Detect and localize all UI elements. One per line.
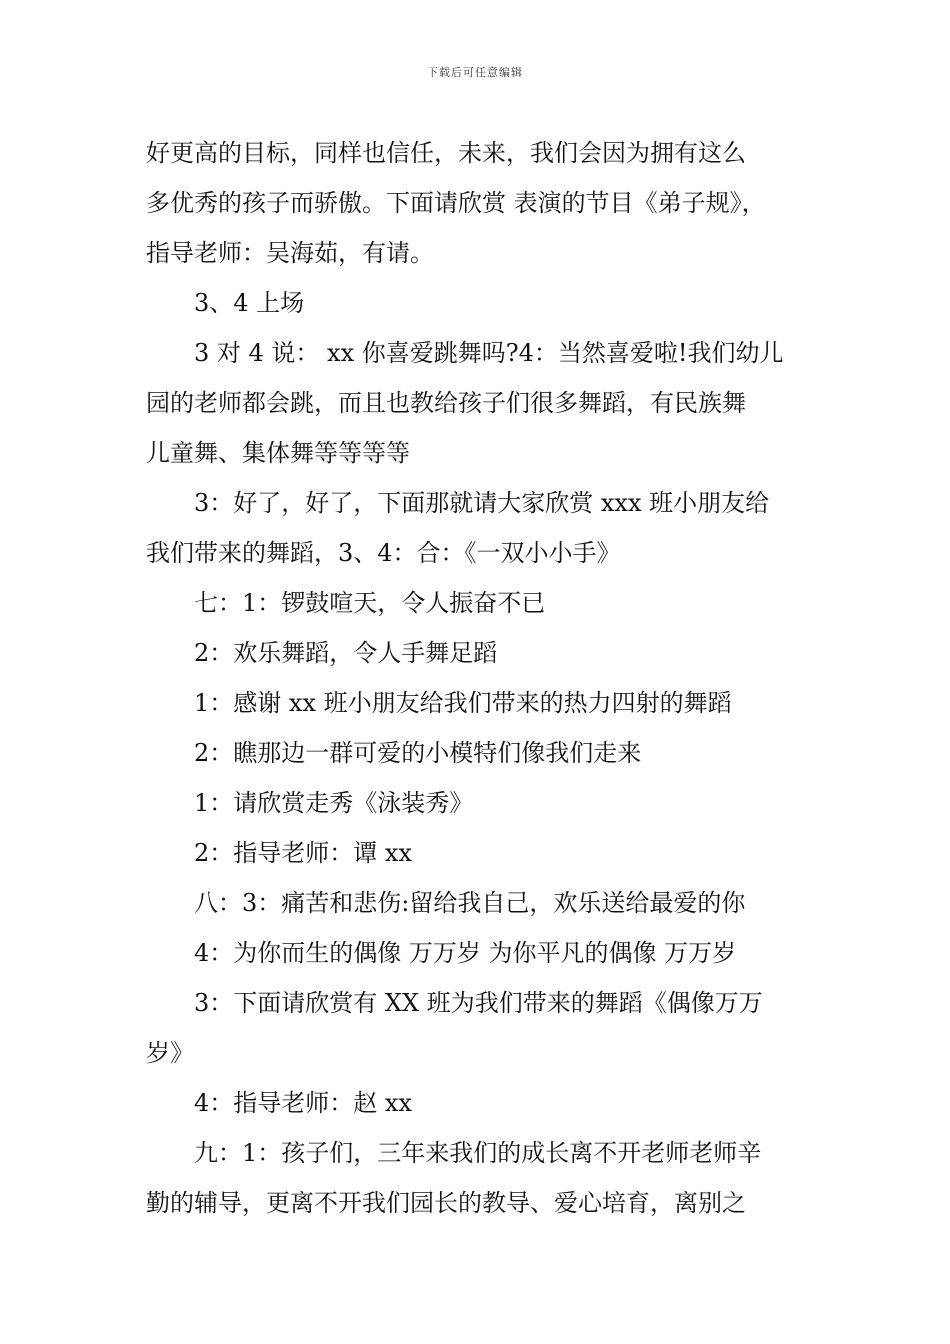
text-line: 3、4 上场: [194, 289, 305, 317]
text-line: 2：瞧那边一群可爱的小模特们像我们走来: [194, 739, 642, 767]
text-line: 3 对 4 说： xx 你喜爱跳舞吗?4：当然喜爱啦!我们幼儿: [194, 339, 784, 367]
text-line: 指导老师：吴海茹，有请。: [146, 239, 434, 267]
text-line: 我们带来的舞蹈，3、4：合：《一双小小手》: [146, 539, 621, 567]
document-body: [146, 128, 810, 1228]
page-header: 下载后可任意编辑: [427, 66, 523, 79]
text-line: 多优秀的孩子而骄傲。下面请欣赏 表演的节目《弟子规》，: [146, 189, 766, 217]
text-line: 2：指导老师：谭 xx: [194, 839, 412, 867]
text-line: 3：下面请欣赏有 XX 班为我们带来的舞蹈《偶像万万: [194, 989, 763, 1017]
text-line: 好更高的目标，同样也信任，未来，我们会因为拥有这么: [146, 139, 746, 167]
text-line: 4：指导老师：赵 xx: [194, 1089, 412, 1117]
text-line: 八：3：痛苦和悲伤:留给我自己，欢乐送给最爱的你: [194, 889, 746, 917]
text-line: 九：1：孩子们，三年来我们的成长离不开老师老师辛: [194, 1139, 762, 1167]
text-line: 勤的辅导，更离不开我们园长的教导、爱心培育，离别之: [146, 1189, 746, 1217]
text-line: 岁》: [146, 1039, 194, 1067]
text-line: 1：感谢 xx 班小朋友给我们带来的热力四射的舞蹈: [194, 689, 732, 717]
text-line: 4：为你而生的偶像 万万岁 为你平凡的偶像 万万岁: [194, 939, 737, 967]
text-line: 园的老师都会跳，而且也教给孩子们很多舞蹈，有民族舞: [146, 389, 746, 417]
text-line: 1：请欣赏走秀《泳装秀》: [194, 789, 474, 817]
text-line: 2：欢乐舞蹈，令人手舞足蹈: [194, 639, 498, 667]
text-line: 3：好了，好了，下面那就请大家欣赏 xxx 班小朋友给: [194, 489, 770, 517]
text-line: 七：1：锣鼓喧天，令人振奋不已: [194, 589, 546, 617]
text-line: 儿童舞、集体舞等等等等: [146, 439, 410, 467]
